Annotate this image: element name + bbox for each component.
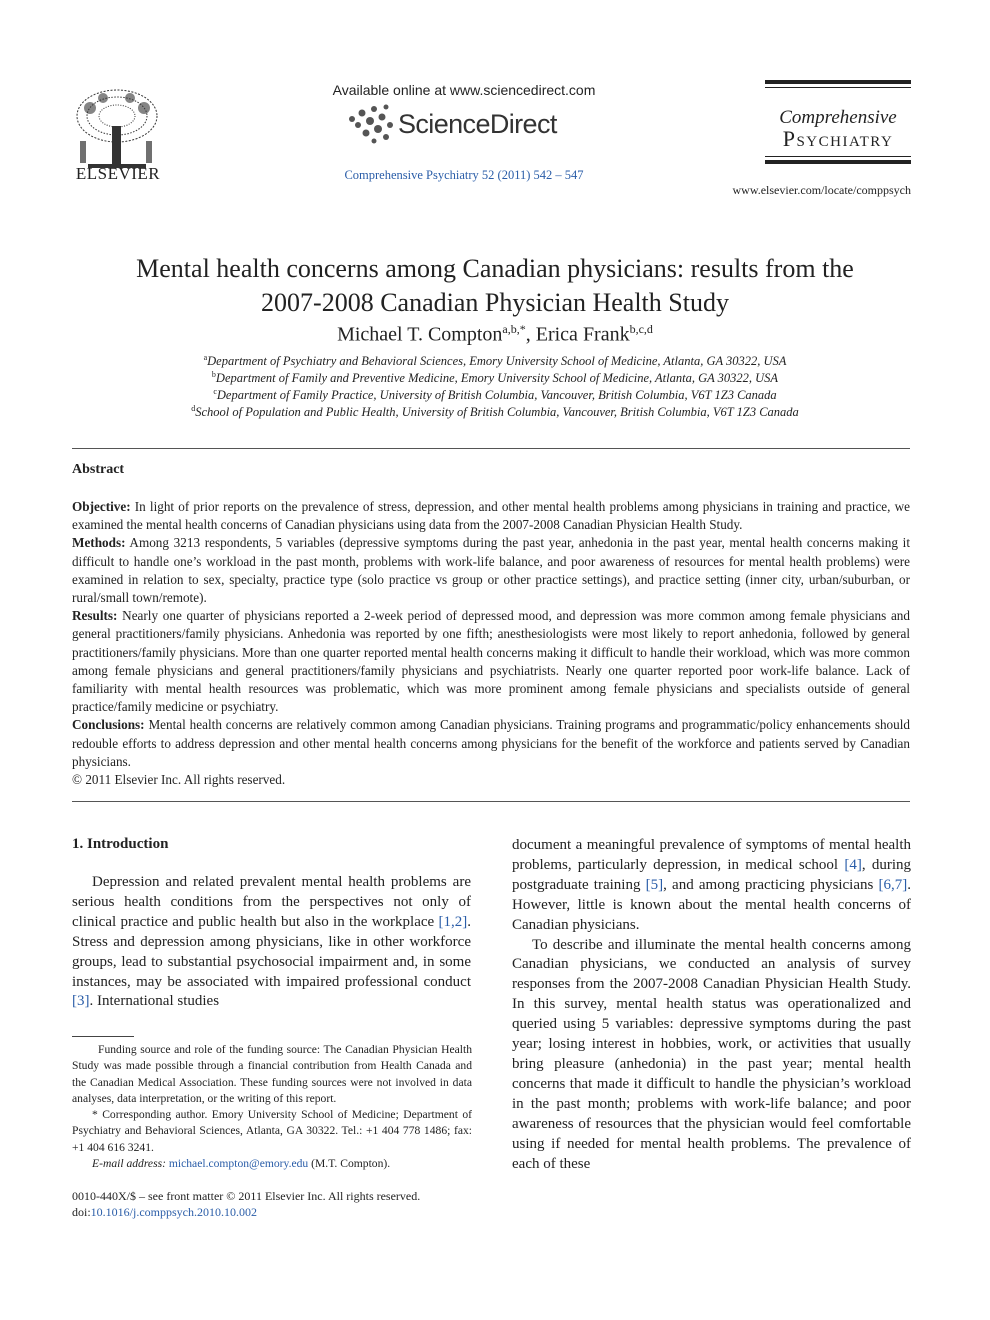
abstract-text: Among 3213 respondents, 5 variables (depressive symptoms during the past year, anhedonia in the past year, mental health concerns making it difficult to handle one’s workload in the past month, problems with work-life balance, and poor awareness of resources for mental health problems) were examined in relation to sex, specialty, practice type (solo practice vs group or other practice settings), and practice setting (inner city, urban/suburban, or rural/small town/remote). — [72, 535, 910, 606]
affiliation-mark: a — [203, 353, 208, 362]
body-paragraph: To describe and illuminate the mental health concerns among Canadian physicians, we conducted an analysis of survey responses from the 2007-2008 Canadian Physician Health Study. In this survey, mental health status was operationalized and queried using 5 variables: depressive symptoms during the past year; losing interest in hobbies, work, or activities that usually bring pleasure (anhedonia) in the past year; mental health concerns that made it difficult to handle the physician’s workload in the past month; problems with work-life balance; and poor awareness of resources that the physician would feel comfortable using if needed for mental health problems. The prevalence of each of these — [512, 936, 911, 1172]
issn-line: 0010-440X/$ – see front matter © 2011 Elsevier Inc. All rights reserved. — [72, 1189, 421, 1203]
footnotes — [72, 1042, 472, 1172]
issn-doi-block — [72, 1188, 472, 1221]
reference-link[interactable]: [6,7] — [878, 876, 908, 893]
abstract-label: Methods: — [72, 535, 126, 551]
abstract-heading: Abstract — [72, 462, 125, 477]
affiliation-mark: d — [191, 404, 196, 413]
reference-link[interactable]: [1,2] — [438, 913, 468, 930]
author-affiliation-marks: a,b,* — [502, 322, 526, 336]
journal-banner-rule — [765, 80, 911, 84]
section-heading: 1. Introduction — [72, 836, 169, 852]
footnote-rule — [72, 1036, 134, 1037]
author-name[interactable]: Michael T. Compton — [337, 323, 503, 346]
body-text: , and among practicing physicians — [663, 876, 879, 893]
available-online-text: Available online at www.sciencedirect.com — [332, 82, 596, 98]
abstract-methods — [72, 534, 910, 607]
journal-name-line2: Psychiatry — [782, 126, 894, 151]
reference-link[interactable]: [5] — [645, 876, 664, 893]
abstract-objective — [72, 498, 910, 534]
journal-url-link[interactable]: www.elsevier.com/locate/comppsych — [732, 183, 911, 197]
funding-footnote: Funding source and role of the funding source: The Canadian Physician Health Study was made possible through a financial contribution from Health Canada and the Canadian Medical Association. These funding sources were not involved in data analyses, data interpretation, or the writing of this report. — [72, 1043, 472, 1105]
publisher-name: ELSEVIER — [75, 164, 161, 183]
affiliation-mark: b — [211, 370, 216, 379]
body-text: . However, little is known about the mental health concerns of Canadian physicians. — [512, 876, 912, 933]
abstract-conclusions — [72, 716, 910, 771]
author-separator: , — [525, 323, 536, 346]
affiliation-text: Department of Family and Preventive Medicine, Emory University School of Medicine, Atlanta, GA 30322, USA — [215, 371, 779, 386]
journal-name-line1: Comprehensive — [779, 107, 897, 128]
abstract-label: Results: — [72, 608, 118, 624]
affiliation — [60, 387, 930, 403]
abstract-label: Objective: — [72, 499, 131, 514]
abstract-body — [72, 498, 910, 789]
body-text: Depression and related prevalent mental health problems are serious health conditions from the perspectives not only of clinical practice and public health but also in the workplace — [72, 874, 471, 930]
body-column-left — [72, 836, 471, 1012]
doi-line — [72, 1204, 472, 1220]
abstract-copyright: © 2011 Elsevier Inc. All rights reserved. — [72, 772, 286, 788]
doi-label: doi: — [72, 1205, 91, 1220]
affiliation — [60, 404, 930, 420]
affiliation-text: School of Population and Public Health, University of British Columbia, Vancouver, British Columbia, V6T 1Z3 Canada — [195, 405, 799, 420]
affiliation-text: Department of Psychiatry and Behavioral Sciences, Emory University School of Medicine, Atlanta, GA 30322, USA — [207, 354, 787, 369]
article-title — [60, 252, 930, 320]
body-text: document a meaningful prevalence of symptoms of mental health problems, particularly depression, in medical school — [512, 837, 911, 873]
body-text: , during postgraduate training — [512, 856, 911, 893]
email-suffix: (M.T. Compton). — [308, 1157, 391, 1171]
email-footnote — [72, 1156, 472, 1172]
reference-link[interactable]: [4] — [844, 856, 862, 873]
reference-link[interactable]: [3] — [72, 993, 90, 1010]
body-text: . Stress and depression among physicians, like in other workforce groups, lead to substantial psychosocial impairment and, in some instances, may be associated with impaired professional conduct — [72, 913, 471, 990]
body-column-right — [512, 836, 911, 1174]
journal-banner-rule — [765, 87, 911, 88]
author-affiliation-marks: b,c,d — [629, 322, 653, 336]
doi-link[interactable]: 10.1016/j.comppsych.2010.10.002 — [90, 1205, 257, 1220]
author-name[interactable]: Erica Frank — [535, 323, 630, 346]
affiliation — [60, 370, 930, 386]
author-list — [60, 322, 930, 347]
journal-banner-rule — [765, 156, 911, 157]
affiliation-mark: c — [213, 387, 217, 396]
abstract-top-rule — [72, 448, 910, 449]
article-title-line1: Mental health concerns among Canadian physicians: results from the — [136, 254, 854, 283]
abstract-label: Conclusions: — [72, 717, 145, 733]
journal-banner-rule — [765, 160, 911, 164]
corresponding-footnote: * Corresponding author. Emory University School of Medicine; Department of Psychiatry and Behavioral Sciences, Atlanta, GA 30322. Tel.: +1 404 778 1486; fax: +1 404 616 3241. — [72, 1108, 472, 1154]
journal-citation[interactable]: Comprehensive Psychiatry 52 (2011) 542 – 547 — [344, 168, 584, 182]
body-paragraph — [512, 836, 911, 936]
email-link[interactable]: michael.compton@emory.edu — [168, 1157, 309, 1171]
affiliation — [60, 353, 930, 369]
email-label: E-mail address: — [92, 1157, 166, 1171]
body-text: . International studies — [89, 993, 220, 1010]
abstract-text: Nearly one quarter of physicians reported a 2-week period of depressed mood, and depression was more common among female physicians and general practitioners/family physicians. Anhedonia was reported by one fifth; anesthesiologists were most likely to report anhedonia, followed by general practitioners/family physicians. More than one quarter reported mental health concerns making it difficult to handle their workload, which was more common among female physicians and general practitioners/family physicians and psychiatrists. Nearly one quarter reported poor work-life balance. Lack of familiarity with mental health resources was problematic, which was more prominent among female physicians and specialists outside of general practice/family medicine or psychiatry. — [72, 608, 910, 715]
sciencedirect-logo-text: ScienceDirect — [398, 109, 557, 139]
abstract-text: Mental health concerns are relatively common among Canadian physicians. Training programs and programmatic/policy enhancements should redouble efforts to address depression and other mental health concerns among physicians for the benefit of the workforce and patients served by Canadian physicians. — [72, 717, 910, 769]
abstract-results — [72, 607, 910, 716]
abstract-text: In light of prior reports on the prevalence of stress, depression, and other mental health problems among physicians in training and practice, we examined the mental health concerns of Canadian physicians using data from the 2007-2008 Canadian Physician Health Study. — [72, 499, 910, 533]
body-paragraph — [72, 873, 471, 1012]
affiliation-text: Department of Family Practice, University of British Columbia, Vancouver, British Columbia, V6T 1Z3 Canada — [216, 388, 777, 403]
abstract-bottom-rule — [72, 801, 910, 802]
article-title-line2: 2007-2008 Canadian Physician Health Study — [261, 288, 729, 317]
